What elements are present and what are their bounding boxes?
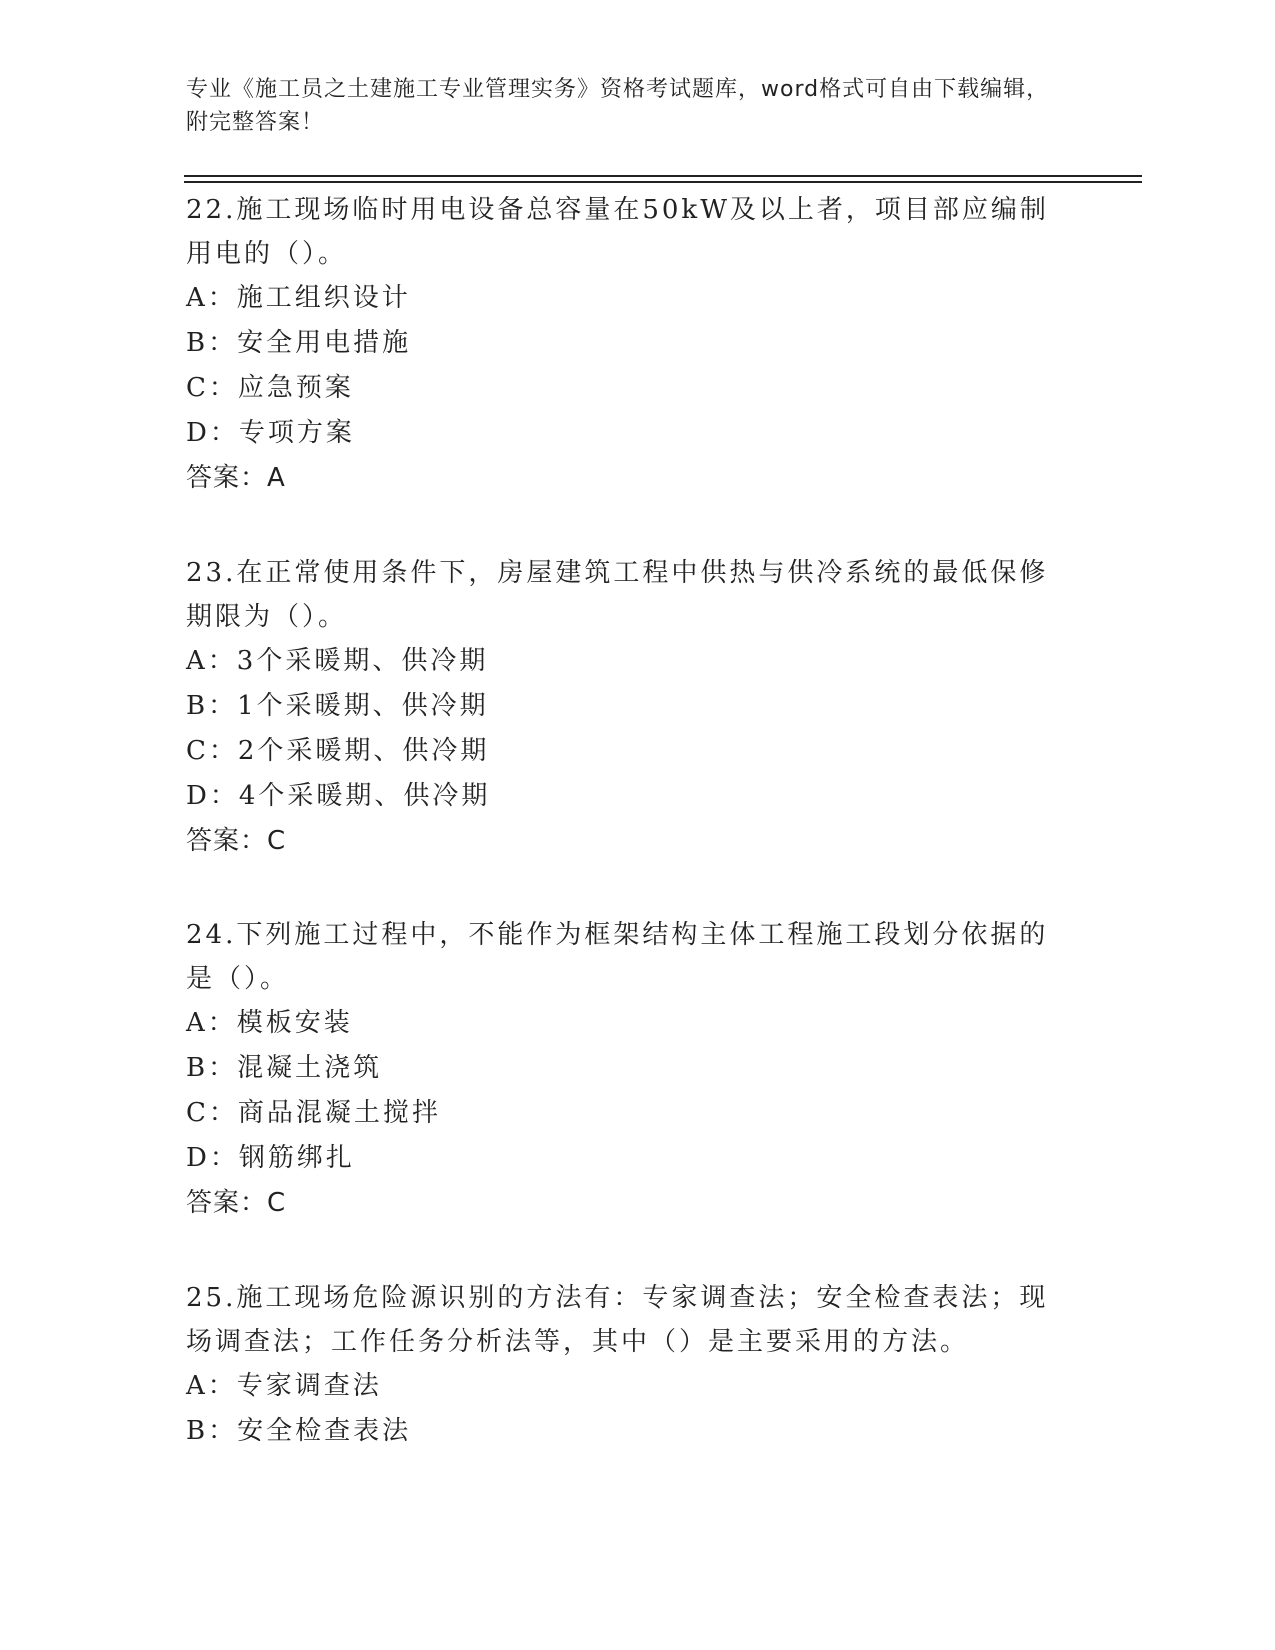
option-d: D：4个采暖期、供冷期 <box>186 781 491 811</box>
option-c: C：2个采暖期、供冷期 <box>186 736 490 766</box>
answer: 答案：C <box>186 826 287 856</box>
question-25 <box>186 1276 1066 1454</box>
question-stem: 23.在正常使用条件下，房屋建筑工程中供热与供冷系统的最低保修期限为（）。 <box>186 558 1049 632</box>
option-b: B：混凝土浇筑 <box>186 1053 383 1083</box>
question-stem: 25.施工现场危险源识别的方法有：专家调查法；安全检查表法；现场调查法；工作任务分析法等，其中（）是主要采用的方法。 <box>186 1283 1049 1357</box>
answer: 答案：A <box>186 463 286 493</box>
question-stem: 22.施工现场临时用电设备总容量在50kW及以上者，项目部应编制用电的（）。 <box>186 195 1049 269</box>
question-23 <box>186 551 1066 864</box>
option-d: D：专项方案 <box>186 418 355 448</box>
option-d: D：钢筋绑扎 <box>186 1143 355 1173</box>
option-b: B：安全用电措施 <box>186 328 412 358</box>
header-divider-top <box>184 175 1142 177</box>
header-divider-bottom <box>184 181 1142 183</box>
option-a: A：3个采暖期、供冷期 <box>186 646 489 676</box>
question-22 <box>186 188 1066 501</box>
option-a: A：模板安装 <box>186 1008 353 1038</box>
option-a: A：专家调查法 <box>186 1371 382 1401</box>
question-stem: 24.下列施工过程中，不能作为框架结构主体工程施工段划分依据的是（）。 <box>186 920 1049 994</box>
option-b: B：安全检查表法 <box>186 1416 412 1446</box>
document-header: 专业《施工员之土建施工专业管理实务》资格考试题库，word格式可自由下载编辑，附完整答案！ <box>186 77 1050 135</box>
option-b: B：1个采暖期、供冷期 <box>186 691 489 721</box>
option-c: C：应急预案 <box>186 373 354 403</box>
option-c: C：商品混凝土搅拌 <box>186 1098 441 1128</box>
answer: 答案：C <box>186 1188 287 1218</box>
option-a: A：施工组织设计 <box>186 283 411 313</box>
question-24 <box>186 913 1066 1226</box>
